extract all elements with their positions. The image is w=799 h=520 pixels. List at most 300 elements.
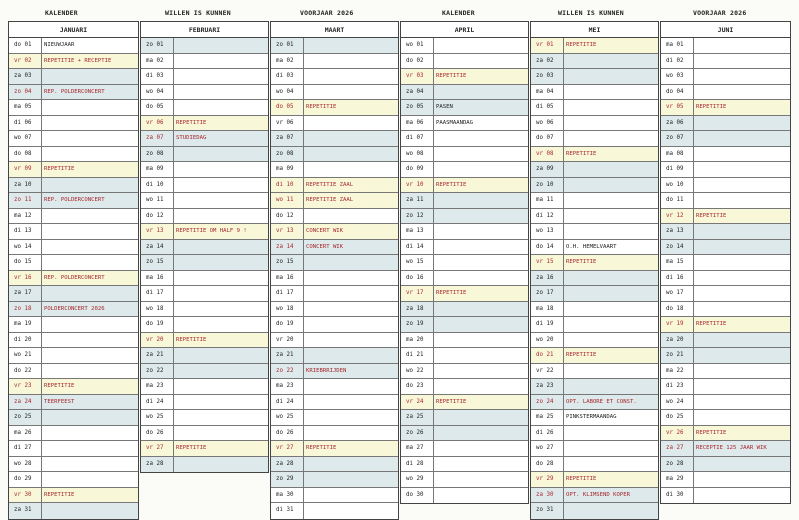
event-text — [434, 364, 528, 379]
event-text — [434, 193, 528, 208]
event-text — [304, 131, 398, 146]
day-row — [531, 147, 658, 163]
event-text: REPETITIE — [42, 162, 138, 177]
event-text: REPETITIE — [304, 441, 398, 456]
month-juni — [660, 21, 791, 504]
day-row — [531, 302, 658, 318]
day-row — [9, 131, 138, 147]
event-text — [304, 395, 398, 410]
event-text — [42, 457, 138, 472]
day-label: do 15 — [9, 255, 42, 270]
event-text — [42, 69, 138, 84]
day-row — [271, 348, 398, 364]
event-text: REPETITIE — [42, 379, 138, 394]
day-row — [661, 410, 790, 426]
event-text — [434, 271, 528, 286]
day-row — [9, 395, 138, 411]
month-name: FEBRUARI — [141, 22, 268, 38]
day-label: za 20 — [661, 333, 694, 348]
day-row — [271, 333, 398, 349]
event-text — [42, 441, 138, 456]
day-label: ma 08 — [661, 147, 694, 162]
day-row — [141, 38, 268, 54]
day-label: wo 07 — [9, 131, 42, 146]
day-row — [9, 193, 138, 209]
event-text — [564, 426, 658, 441]
day-label: vr 23 — [9, 379, 42, 394]
day-row — [661, 131, 790, 147]
event-text — [694, 131, 790, 146]
day-row — [661, 85, 790, 101]
day-label: za 21 — [141, 348, 174, 363]
event-text: PAASMAANDAG — [436, 119, 474, 126]
day-label: vr 29 — [531, 472, 564, 487]
day-label: ma 01 — [661, 38, 694, 53]
day-row — [661, 271, 790, 287]
day-label: vr 26 — [661, 426, 694, 441]
day-label: do 02 — [401, 54, 434, 69]
event-text — [694, 271, 790, 286]
day-label: do 22 — [9, 364, 42, 379]
day-row — [9, 255, 138, 271]
day-row — [661, 286, 790, 302]
day-row — [9, 333, 138, 349]
event-text: STUDIEDAG — [174, 131, 268, 146]
day-label: vr 20 — [271, 333, 304, 348]
day-label: di 07 — [401, 131, 434, 146]
event-text — [304, 348, 398, 363]
event-text — [174, 209, 268, 224]
event-text — [564, 193, 658, 208]
event-text — [434, 426, 528, 441]
day-label: za 14 — [141, 240, 174, 255]
day-row — [661, 395, 790, 411]
day-row — [271, 488, 398, 504]
day-label: zo 28 — [661, 457, 694, 472]
day-label: zo 12 — [401, 209, 434, 224]
day-row — [661, 147, 790, 163]
event-text — [174, 147, 268, 162]
event-text — [694, 193, 790, 208]
day-row — [531, 162, 658, 178]
event-text — [174, 379, 268, 394]
day-label: zo 19 — [401, 317, 434, 332]
day-row — [9, 100, 138, 116]
day-row — [9, 379, 138, 395]
day-label: vr 08 — [531, 147, 564, 162]
event-text: TEERFEEST — [42, 395, 138, 410]
day-label: vr 02 — [9, 54, 42, 69]
event-text — [42, 240, 138, 255]
day-label: ma 12 — [9, 209, 42, 224]
day-label: zo 26 — [401, 426, 434, 441]
day-row — [661, 38, 790, 54]
event-text — [434, 54, 528, 69]
day-label: ma 20 — [401, 333, 434, 348]
day-label: vr 17 — [401, 286, 434, 301]
day-row — [9, 410, 138, 426]
event-text — [434, 302, 528, 317]
day-label: do 05 — [141, 100, 174, 115]
day-row — [271, 85, 398, 101]
day-row — [531, 441, 658, 457]
event-text — [42, 178, 138, 193]
day-label: vr 22 — [531, 364, 564, 379]
event-text — [174, 302, 268, 317]
day-row — [661, 441, 790, 457]
day-label: di 24 — [271, 395, 304, 410]
day-label: di 03 — [141, 69, 174, 84]
day-label: do 26 — [141, 426, 174, 441]
day-row — [141, 85, 268, 101]
day-row — [661, 69, 790, 85]
day-row — [271, 410, 398, 426]
event-text: REPETITIE — [434, 69, 528, 84]
day-label: za 14 — [271, 240, 304, 255]
month-name: APRIL — [401, 22, 528, 38]
day-label: za 02 — [531, 54, 564, 69]
day-row — [271, 38, 398, 54]
event-text — [434, 441, 528, 456]
event-text — [564, 364, 658, 379]
day-row — [401, 379, 528, 395]
day-row — [9, 38, 138, 54]
day-row — [141, 317, 268, 333]
day-row — [401, 348, 528, 364]
day-label: di 21 — [401, 348, 434, 363]
day-row — [661, 302, 790, 318]
day-row — [9, 162, 138, 178]
event-text — [174, 317, 268, 332]
event-text — [174, 193, 268, 208]
event-text — [42, 472, 138, 487]
event-text — [174, 255, 268, 270]
event-text — [304, 162, 398, 177]
event-text: REPETITIE — [42, 488, 138, 503]
day-label: ma 30 — [271, 488, 304, 503]
event-text — [564, 69, 658, 84]
day-row — [401, 255, 528, 271]
event-text: O.H. HEMELVAART — [566, 243, 617, 250]
day-label: di 31 — [271, 503, 304, 519]
event-text — [42, 333, 138, 348]
day-row — [531, 240, 658, 256]
day-label: zo 03 — [531, 69, 564, 84]
event-text — [564, 379, 658, 394]
day-label: wo 24 — [661, 395, 694, 410]
day-label: do 12 — [141, 209, 174, 224]
day-label: za 07 — [271, 131, 304, 146]
day-row — [271, 224, 398, 240]
day-label: di 23 — [661, 379, 694, 394]
day-label: ma 25 — [531, 410, 564, 425]
event-text — [174, 178, 268, 193]
event-text — [304, 457, 398, 472]
day-row — [661, 488, 790, 504]
day-row — [9, 116, 138, 132]
header-label: KALENDER — [45, 9, 78, 17]
day-row — [401, 364, 528, 380]
day-row — [531, 69, 658, 85]
day-label: wo 18 — [141, 302, 174, 317]
event-text — [42, 410, 138, 425]
day-row — [401, 162, 528, 178]
day-row — [661, 116, 790, 132]
day-label: vr 24 — [401, 395, 434, 410]
event-text — [304, 426, 398, 441]
day-row — [531, 271, 658, 287]
event-text: REP. POLDERCONCERT — [42, 85, 138, 100]
day-row — [141, 178, 268, 194]
event-text — [174, 395, 268, 410]
day-label: di 19 — [531, 317, 564, 332]
day-label: zo 08 — [141, 147, 174, 162]
day-label: do 19 — [271, 317, 304, 332]
day-label: ma 09 — [271, 162, 304, 177]
day-label: zo 17 — [531, 286, 564, 301]
day-row — [141, 302, 268, 318]
event-text — [42, 147, 138, 162]
day-row — [531, 286, 658, 302]
day-row — [141, 333, 268, 349]
event-text: REPETITIE — [694, 317, 790, 332]
day-row — [531, 426, 658, 442]
day-label: zo 07 — [661, 131, 694, 146]
event-text — [434, 85, 528, 100]
day-label: di 30 — [661, 488, 694, 504]
day-row — [271, 426, 398, 442]
event-text — [174, 426, 268, 441]
day-row — [9, 85, 138, 101]
event-text — [564, 224, 658, 239]
day-row — [141, 209, 268, 225]
day-label: zo 24 — [531, 395, 564, 410]
month-mei — [530, 21, 659, 520]
event-text — [564, 162, 658, 177]
day-label: di 09 — [661, 162, 694, 177]
day-label: za 04 — [401, 85, 434, 100]
day-row — [531, 472, 658, 488]
day-label: wo 27 — [531, 441, 564, 456]
day-label: zo 29 — [271, 472, 304, 487]
day-label: di 12 — [531, 209, 564, 224]
event-text — [304, 503, 398, 519]
day-row — [9, 488, 138, 504]
day-label: wo 01 — [401, 38, 434, 53]
day-label: ma 23 — [141, 379, 174, 394]
day-row — [401, 395, 528, 411]
day-label: do 18 — [661, 302, 694, 317]
header-label: VOORJAAR 2026 — [693, 9, 747, 17]
day-row — [531, 348, 658, 364]
day-label: wo 03 — [661, 69, 694, 84]
event-text — [694, 379, 790, 394]
event-text — [434, 379, 528, 394]
day-label: zo 22 — [141, 364, 174, 379]
event-text — [42, 348, 138, 363]
day-row — [271, 116, 398, 132]
event-text — [304, 488, 398, 503]
day-label: zo 21 — [661, 348, 694, 363]
day-label: ma 16 — [271, 271, 304, 286]
event-text: POLDERCONCERT 2026 — [42, 302, 138, 317]
day-label: vr 05 — [661, 100, 694, 115]
day-label: zo 25 — [9, 410, 42, 425]
event-text — [42, 317, 138, 332]
day-label: do 07 — [531, 131, 564, 146]
day-row — [271, 317, 398, 333]
day-row — [661, 224, 790, 240]
day-label: zo 15 — [141, 255, 174, 270]
day-label: wo 25 — [271, 410, 304, 425]
day-label: wo 04 — [141, 85, 174, 100]
event-text — [174, 364, 268, 379]
event-text — [174, 348, 268, 363]
day-row — [141, 69, 268, 85]
event-text — [694, 224, 790, 239]
day-label: wo 20 — [531, 333, 564, 348]
day-row — [401, 131, 528, 147]
day-row — [141, 457, 268, 473]
day-row — [271, 302, 398, 318]
day-label: di 27 — [9, 441, 42, 456]
event-text — [694, 85, 790, 100]
day-label: di 03 — [271, 69, 304, 84]
day-row — [401, 286, 528, 302]
event-text: REPETITIE — [434, 286, 528, 301]
event-text — [42, 286, 138, 301]
day-row — [401, 54, 528, 70]
day-label: zo 22 — [271, 364, 304, 379]
event-text — [434, 317, 528, 332]
day-row — [531, 410, 658, 426]
day-label: do 25 — [661, 410, 694, 425]
event-text: REPETITIE — [694, 209, 790, 224]
day-row — [9, 457, 138, 473]
day-row — [141, 286, 268, 302]
event-text — [434, 240, 528, 255]
day-label: za 28 — [271, 457, 304, 472]
day-row — [661, 240, 790, 256]
day-row — [401, 147, 528, 163]
day-row — [271, 457, 398, 473]
event-text — [304, 472, 398, 487]
day-label: do 19 — [141, 317, 174, 332]
event-text — [174, 410, 268, 425]
day-label: za 25 — [401, 410, 434, 425]
event-text: REPETITIE — [694, 426, 790, 441]
day-row — [271, 395, 398, 411]
event-text — [694, 364, 790, 379]
day-row — [141, 410, 268, 426]
month-januari — [8, 21, 139, 520]
day-row — [531, 116, 658, 132]
event-text — [174, 240, 268, 255]
day-label: ma 09 — [141, 162, 174, 177]
event-text — [42, 209, 138, 224]
day-label: zo 11 — [9, 193, 42, 208]
event-text — [694, 116, 790, 131]
event-text — [434, 333, 528, 348]
event-text — [174, 457, 268, 473]
day-row — [531, 379, 658, 395]
day-label: za 07 — [141, 131, 174, 146]
day-label: za 10 — [9, 178, 42, 193]
day-row — [661, 364, 790, 380]
event-text: CONCERT WIK — [304, 240, 398, 255]
event-text: REP. POLDERCONCERT — [42, 271, 138, 286]
event-text: PASEN — [434, 100, 528, 115]
day-row — [401, 333, 528, 349]
day-label: ma 02 — [271, 54, 304, 69]
day-row — [271, 100, 398, 116]
event-text: REP. POLDERCONCERT — [42, 193, 138, 208]
event-text — [694, 410, 790, 425]
event-text — [304, 271, 398, 286]
day-label: di 16 — [661, 271, 694, 286]
event-text — [304, 69, 398, 84]
day-row — [401, 209, 528, 225]
event-text — [564, 333, 658, 348]
day-label: wo 11 — [271, 193, 304, 208]
day-row — [531, 224, 658, 240]
day-row — [271, 364, 398, 380]
event-text: OPT. LABORE ET CONST. — [564, 395, 658, 410]
day-row — [141, 131, 268, 147]
day-row — [141, 271, 268, 287]
day-row — [661, 472, 790, 488]
day-label: di 13 — [9, 224, 42, 239]
day-row — [661, 209, 790, 225]
day-label: ma 19 — [9, 317, 42, 332]
event-text — [564, 441, 658, 456]
event-text — [42, 426, 138, 441]
event-text — [694, 54, 790, 69]
day-row — [661, 162, 790, 178]
event-text — [304, 38, 398, 53]
day-row — [401, 224, 528, 240]
event-text: REPETITIE + RECEPTIE — [42, 54, 138, 69]
month-april — [400, 21, 529, 504]
day-row — [9, 441, 138, 457]
day-label: za 06 — [661, 116, 694, 131]
day-label: do 12 — [271, 209, 304, 224]
event-text — [694, 38, 790, 53]
day-label: vr 15 — [531, 255, 564, 270]
event-text — [434, 457, 528, 472]
event-text — [434, 224, 528, 239]
event-text — [564, 100, 658, 115]
day-row — [141, 379, 268, 395]
day-row — [9, 271, 138, 287]
day-row — [9, 503, 138, 519]
day-row — [661, 317, 790, 333]
header-label: WILLEN IS KUNNEN — [558, 9, 624, 17]
event-text — [42, 224, 138, 239]
day-row — [9, 178, 138, 194]
day-label: ma 11 — [531, 193, 564, 208]
event-text — [434, 488, 528, 504]
day-label: ma 18 — [531, 302, 564, 317]
day-label: wo 11 — [141, 193, 174, 208]
day-row — [531, 364, 658, 380]
event-text: OPT. KLIMSEND KOPER — [564, 488, 658, 503]
day-label: ma 02 — [141, 54, 174, 69]
event-text — [304, 85, 398, 100]
day-label: zo 05 — [401, 100, 434, 115]
event-text — [174, 286, 268, 301]
event-text — [42, 116, 138, 131]
